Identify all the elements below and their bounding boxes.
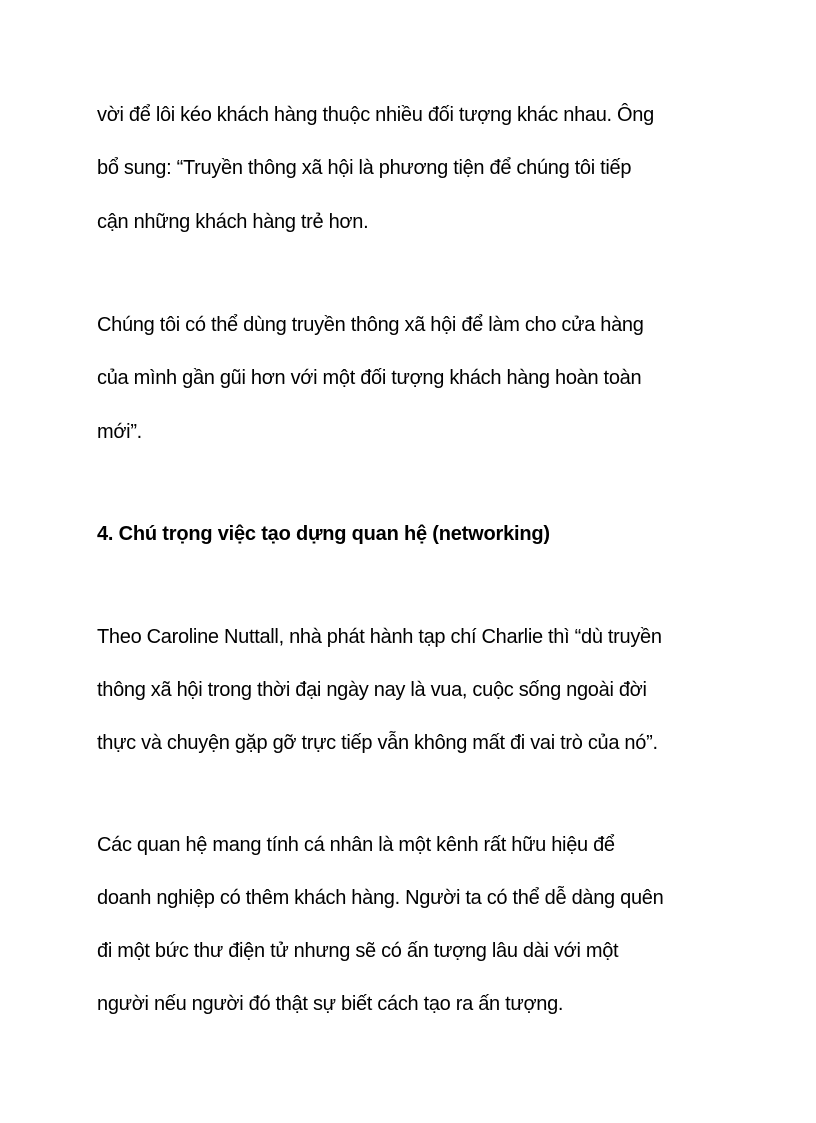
section-heading: 4. Chú trọng việc tạo dựng quan hệ (networking) (97, 523, 550, 545)
text-line: bổ sung: “Truyền thông xã hội là phương tiện để chúng tôi tiếp (97, 157, 632, 179)
text-line: Theo Caroline Nuttall, nhà phát hành tạp chí Charlie thì “dù truyền (97, 626, 662, 648)
text-line: người nếu người đó thật sự biết cách tạo ra ấn tượng. (97, 993, 564, 1015)
text-line: mới”. (97, 421, 142, 443)
text-line: thông xã hội trong thời đại ngày nay là vua, cuộc sống ngoài đời (97, 679, 647, 701)
text-line: doanh nghiệp có thêm khách hàng. Người ta có thể dễ dàng quên (97, 887, 664, 909)
text-line: Các quan hệ mang tính cá nhân là một kênh rất hữu hiệu để (97, 834, 615, 856)
text-line: của mình gần gũi hơn với một đối tượng khách hàng hoàn toàn (97, 367, 642, 389)
text-line: đi một bức thư điện tử nhưng sẽ có ấn tượng lâu dài với một (97, 940, 619, 962)
text-line: Chúng tôi có thể dùng truyền thông xã hội để làm cho cửa hàng (97, 314, 644, 336)
text-line: vời để lôi kéo khách hàng thuộc nhiều đối tượng khác nhau. Ông (97, 104, 654, 126)
text-line: cận những khách hàng trẻ hơn. (97, 211, 369, 233)
text-line: thực và chuyện gặp gỡ trực tiếp vẫn không mất đi vai trò của nó”. (97, 732, 658, 754)
